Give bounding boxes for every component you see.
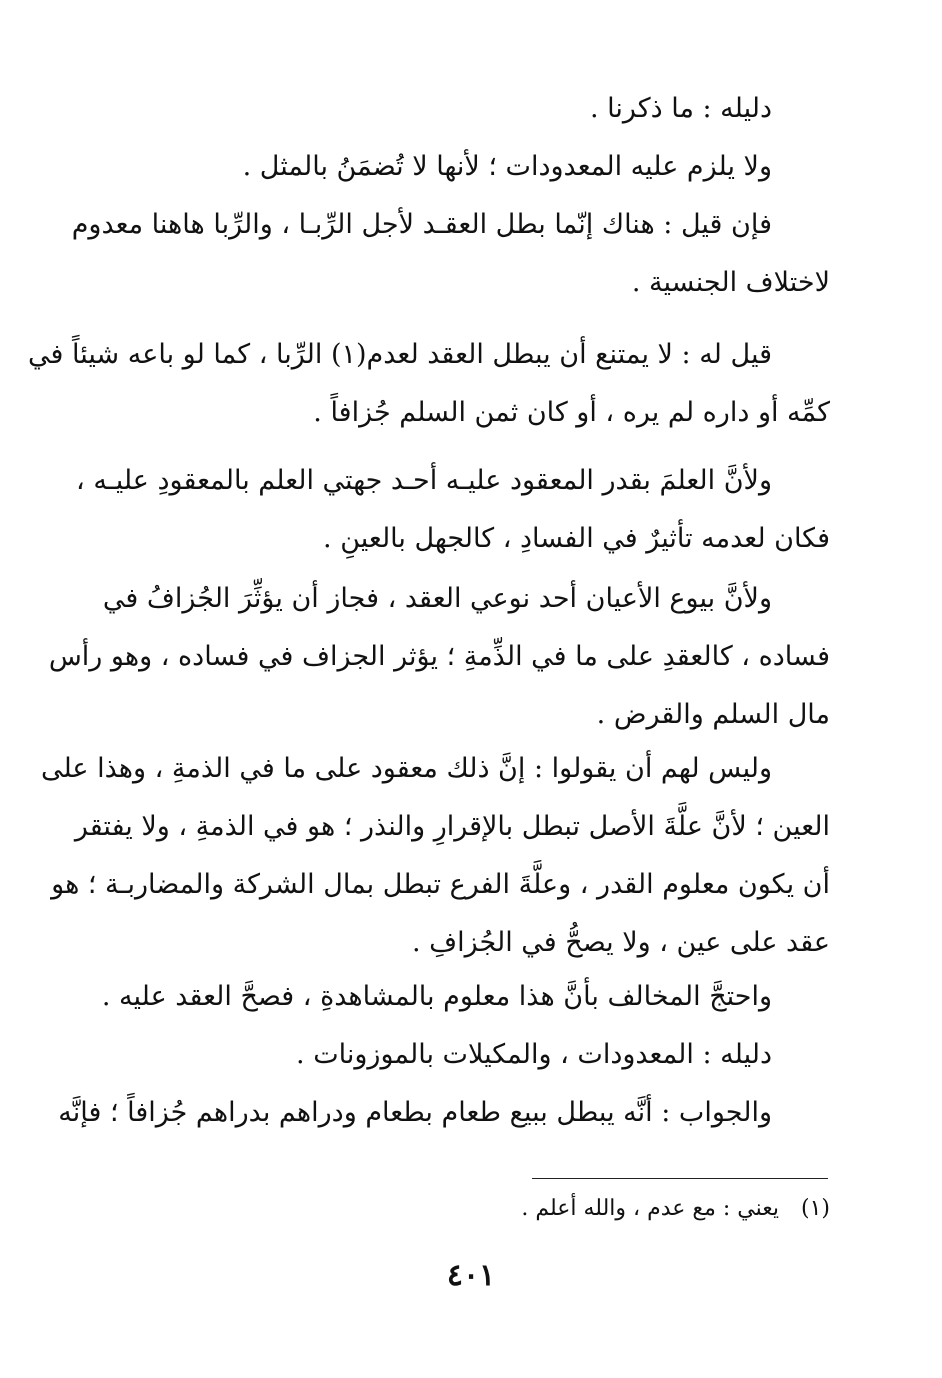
text-line: لاختلاف الجنسية . [631, 267, 830, 298]
main-text [48, 570, 830, 744]
main-text [71, 80, 830, 312]
footnote-marker: (١) [800, 1196, 830, 1221]
text-line: فساده ، كالعقدِ على ما في الذِّمةِ ؛ يؤثر الجزاف في فساده ، وهو رأس [48, 641, 830, 672]
text-line: واحتجَّ المخالف بأنَّ هذا معلوم بالمشاهدةِ ، فصحَّ العقد عليه . [101, 981, 772, 1012]
main-text [58, 968, 830, 1142]
main-text [28, 326, 830, 442]
text-line: ولأنَّ بيوع الأعيان أحد نوعي العقد ، فجاز أن يؤثِّرَ الجُزافُ في [102, 583, 772, 614]
text-line: كمِّه أو داره لم يره ، أو كان ثمن السلم جُزافاً . [313, 397, 830, 428]
text-line: أن يكون معلوم القدر ، وعلَّةَ الفرع تبطل بمال الشركة والمضاربـة ؛ هو [51, 869, 830, 900]
text-line: دليله : المعدودات ، والمكيلات بالموزونات . [296, 1039, 772, 1070]
text-line: ولأنَّ العلمَ بقدر المعقود عليـه أحـد جهتي العلم بالمعقودِ عليـه ، [76, 465, 772, 496]
main-text [76, 452, 830, 568]
main-text [40, 740, 830, 972]
text-line: والجواب : أنَّه يبطل ببيع طعام بطعام ودراهم بدراهم جُزافاً ؛ فإنَّه [58, 1097, 772, 1128]
footnote-text: يعني : مع عدم ، والله أعلم . [521, 1196, 779, 1221]
text-line: دليله : ما ذكرنا . [589, 93, 772, 124]
text-line: فإن قيل : هناك إنّما بطل العقـد لأجل الرِّبـا ، والرِّبا هاهنا معدوم [71, 209, 772, 240]
text-line: فكان لعدمه تأثيرٌ في الفسادِ ، كالجهل بالعينِ . [323, 523, 830, 554]
text-line: ولا يلزم عليه المعدودات ؛ لأنها لا تُضمَنُ بالمثل . [242, 151, 772, 182]
footnote [521, 1192, 830, 1226]
page-number: ٤٠١ [446, 1258, 496, 1293]
footnote-separator [532, 1178, 828, 1179]
text-line: مال السلم والقرض . [596, 699, 830, 730]
text-line: عقد على عين ، ولا يصحُّ في الجُزافِ . [411, 927, 830, 958]
text-line: وليس لهم أن يقولوا : إنَّ ذلك معقود على ما في الذمةِ ، وهذا على [40, 753, 772, 784]
text-line: قيل له : لا يمتنع أن يبطل العقد لعدم(١) الرِّبا ، كما لو باعه شيئاً في [28, 339, 772, 370]
text-line: العين ؛ لأنَّ علَّةَ الأصل تبطل بالإقرارِ والنذر ؛ هو في الذمةِ ، ولا يفتقر [74, 811, 830, 842]
